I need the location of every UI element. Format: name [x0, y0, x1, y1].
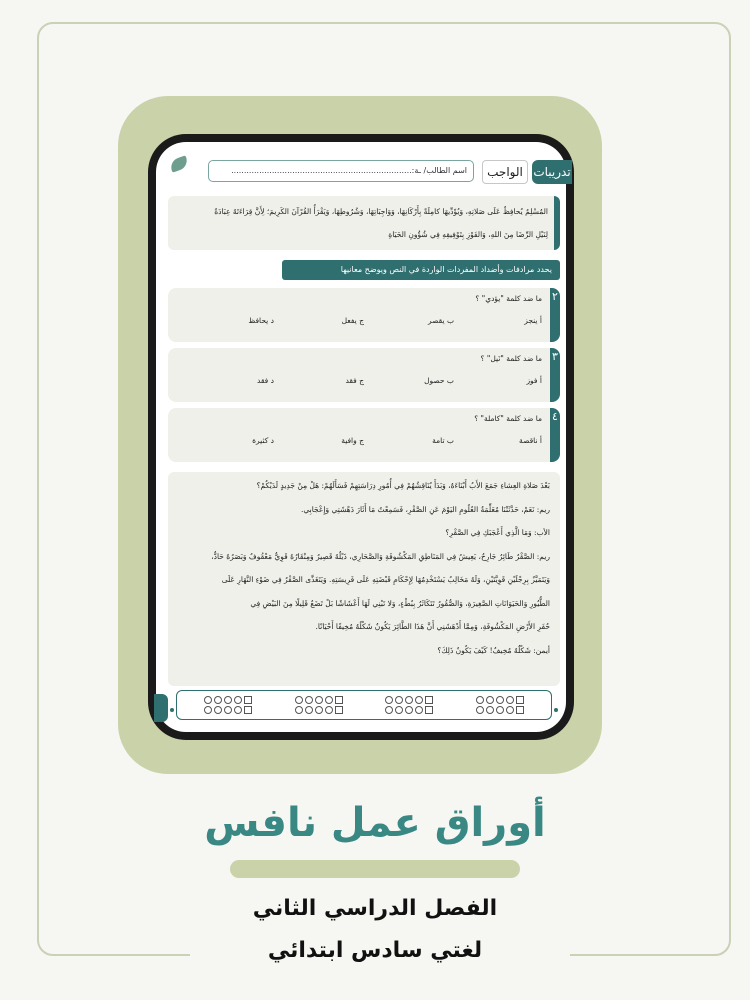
question-text: ما ضد كلمة "نَيل" ؟: [480, 354, 542, 363]
tablet-mockup: [148, 134, 574, 740]
option-c[interactable]: ج يفعل: [341, 316, 364, 325]
question-number: ٤: [552, 410, 558, 423]
tab-homework[interactable]: الواجب: [482, 160, 528, 184]
passage1-line-1: المُسْلِمُ يُحافِظُ عَلَى صَلاتِهِ، وَيُؤَدِّيهَا كامِلَةً بِأَرْكَانِهَا، وَوَاجِبَاتِهَا، وَشُرُوطِهَا، وَيَقْرَأُ القُرْآنَ الكَرِيمَ؛ لِأَنَّ قِرَاءَتَهُ عِبَادَةٌ: [214, 207, 548, 216]
passage2-line: ريم: نَعَمْ، حَدَّثَتْنَا مُعَلِّمَةُ العُلُومِ اليَوْمَ عَنِ الصَّقْرِ، فَسَمِعْتُ مَا أَثَارَ دَهْشَتِي وَإِعْجَابِي.: [301, 504, 550, 514]
grade-subtitle: لغتي سادس ابتدائي: [267, 938, 483, 963]
passage2-line: الطُّيُورِ وَالحَيَوَانَاتِ الصَّغِيرَةِ، وَالصُّقُورُ تَتَكَاثَرُ بِبُطْءٍ، وَلا تَبْنِي لَهَا أَعْشَاشًا بَلْ تَضَعُ قَلِيلًا مِنَ البَيْضِ فِي: [250, 598, 550, 608]
worksheet-header: [156, 158, 571, 186]
answer-group[interactable]: [204, 696, 252, 714]
passage2-line: بَعْدَ صَلاةِ العِشاءِ جَمَعَ الأَبُ أَبْنَاءَهُ، وَبَدَأَ يُنَاقِشُهُمْ فِي أُمُورِ دِرَاسَتِهِمْ فَسَأَلَهُمْ: هَلْ مِنْ جَدِيدٍ لَدَيْكُمْ؟: [256, 481, 550, 490]
option-d[interactable]: د كثيرة: [252, 436, 274, 445]
leaf-icon: [168, 155, 189, 172]
option-c[interactable]: ج وافية: [341, 436, 364, 445]
question-text: ما ضد كلمة "كاملة" ؟: [474, 414, 542, 423]
question-number: ٢: [552, 290, 558, 303]
option-b[interactable]: ب حصول: [424, 376, 454, 385]
answer-group[interactable]: [295, 696, 343, 714]
answer-group[interactable]: [385, 696, 433, 714]
option-d[interactable]: د فقد: [256, 376, 274, 385]
option-a[interactable]: أ ينجز: [524, 316, 542, 325]
passage2-line: ريم: الصَّقْرُ طَائِرٌ جَارِحٌ، يَعِيشُ فِي المَنَاطِقِ المَكْشُوفَةِ وَالصَّحَارِي، ذَيْلُهُ قَصِيرٌ وَمِنْقَارُهُ قَوِيٌّ مَعْقُوفٌ وَبَصَرُهُ حَادٌّ،: [211, 551, 550, 561]
strip-tab: [154, 694, 168, 722]
strip-dot: [170, 708, 174, 712]
answer-group[interactable]: [476, 696, 524, 714]
option-d[interactable]: د يحافظ: [248, 316, 274, 325]
tab-exercises[interactable]: تدريبات: [532, 160, 572, 184]
strip-dot: [554, 708, 558, 712]
learning-objective: يحدد مرادفات وأضداد المفردات الواردة في النص ويوضح معانيها: [282, 260, 560, 280]
option-b[interactable]: ب يقصر: [428, 316, 454, 325]
option-a[interactable]: أ ناقصة: [519, 436, 542, 445]
option-b[interactable]: ب تامة: [432, 436, 454, 445]
main-title: أوراق عمل نافس: [204, 800, 546, 846]
passage2-line: حُفَرِ الأَرْضِ المَكْشُوفَةِ، وَمِمَّا أَدْهَشَنِي أَنَّ هَذَا الطَّائِرَ يَكُونُ شَكْلُهُ مُخِيفًا أَحْيَانًا.: [315, 622, 550, 631]
question-4: [168, 408, 560, 462]
question-2: [168, 288, 560, 342]
worksheet-screen: [156, 142, 571, 732]
passage2-line: أيمن: شَكْلُهُ مُخِيفٌ! كَيْفَ يَكُونُ ذَلِكَ؟: [437, 645, 550, 655]
semester-subtitle: الفصل الدراسي الثاني: [252, 896, 498, 921]
answer-bubble-strip: [176, 690, 552, 720]
option-a[interactable]: أ فوز: [526, 376, 542, 385]
passage1-line-2: لِنَيْلِ الرِّضَا مِنَ اللهِ، وَالفَوْزِ بِتَوْفِيقِهِ فِي شُؤُونِ الحَيَاةِ: [388, 230, 548, 239]
reading-passage-2: [168, 472, 560, 686]
question-text: ما ضد كلمة "يؤدي" ؟: [475, 294, 542, 303]
option-c[interactable]: ج فقد: [345, 376, 364, 385]
title-divider: [230, 860, 520, 878]
passage2-line: الأب: وَمَا الَّذِي أَعْجَبَكِ فِي الصَّقْرِ؟: [445, 528, 550, 537]
reading-passage-1: [168, 196, 560, 250]
student-name-field[interactable]: اسم الطالب/ ـة:.......................................................................: [208, 160, 474, 182]
question-number: ٣: [552, 350, 558, 363]
passage2-line: وَيَتَمَيَّزُ بِرِجْلَيْنِ قَوِيَّتَيْنِ، وَلَهُ مَخَالِبُ يَسْتَخْدِمُهَا لِإِحْكَامِ قَبْضَتِهِ عَلَى فَرِيسَتِهِ. وَيَتَغَذَّى الصَّقْرُ فِي ضَوْءِ النَّهَارِ عَلَى: [221, 575, 550, 584]
question-3: [168, 348, 560, 402]
